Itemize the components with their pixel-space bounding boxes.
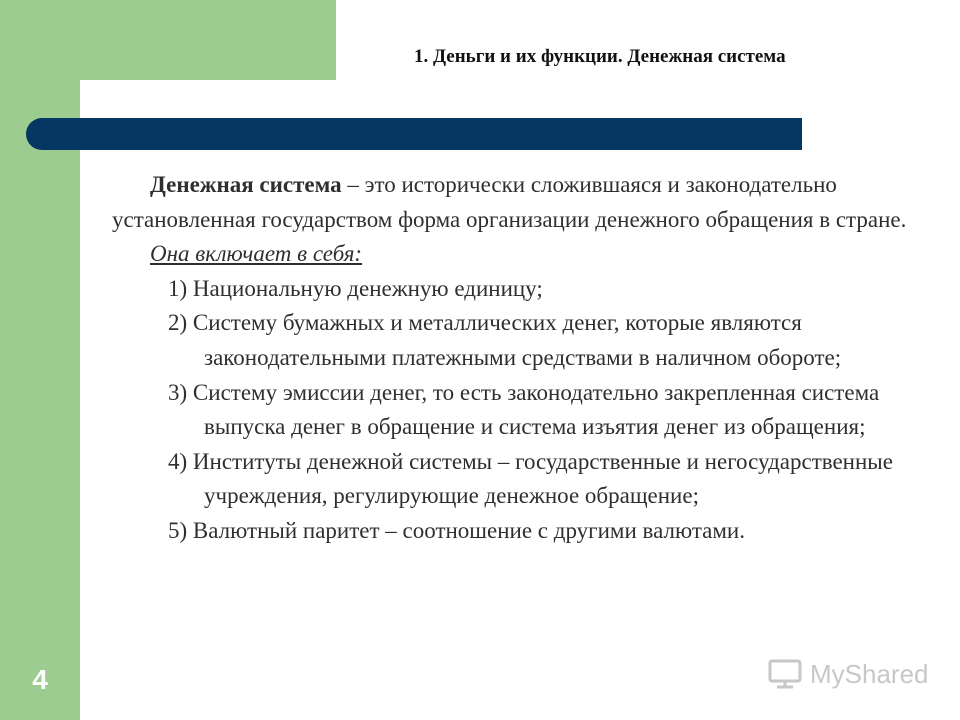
list-item [112,376,942,445]
slide-body [112,168,942,549]
watermark-text: MyShared [810,658,929,689]
includes-label [112,237,942,272]
top-green-band [0,0,336,80]
presentation-icon [768,659,802,689]
list-item-number: 1) [168,275,188,301]
list-item [112,272,942,307]
list-item-text: Институты денежной системы – государственные и негосударственные учреждения, регулирующие денежное обращение; [192,448,893,509]
definition-term: Денежная система [150,172,342,197]
list-item-number: 5) [168,517,188,543]
title-underline-bar [26,118,802,150]
list-item-text: Систему эмиссии денег, то есть законодательно закрепленная система выпуска денег в обращение и система изъятия денег из обращения; [192,379,880,440]
list-item-text: Национальную денежную единицу; [192,275,543,301]
list-item-number: 4) [168,448,188,474]
definition-text: – это исторически сложившаяся и законодательно установленная государством форма организации денежного обращения в стране. [112,172,907,232]
slide-title: 1. Деньги и их функции. Денежная система [414,46,786,67]
list-item-text: Систему бумажных и металлических денег, которые являются законодательными платежными средствами в наличном обороте; [192,310,842,370]
list-item [112,445,942,514]
list-item [112,306,942,375]
list-item-number: 2) [168,310,188,336]
slide-number: 4 [32,664,48,695]
list-item-text: Валютный паритет – соотношение с другими валютами. [192,517,745,543]
includes-label-text: Она включает в себя: [150,241,363,267]
list-item-number: 3) [168,379,188,405]
list-item [112,514,942,549]
definition-paragraph [112,168,942,237]
left-green-band [0,0,80,720]
watermark [768,654,929,694]
